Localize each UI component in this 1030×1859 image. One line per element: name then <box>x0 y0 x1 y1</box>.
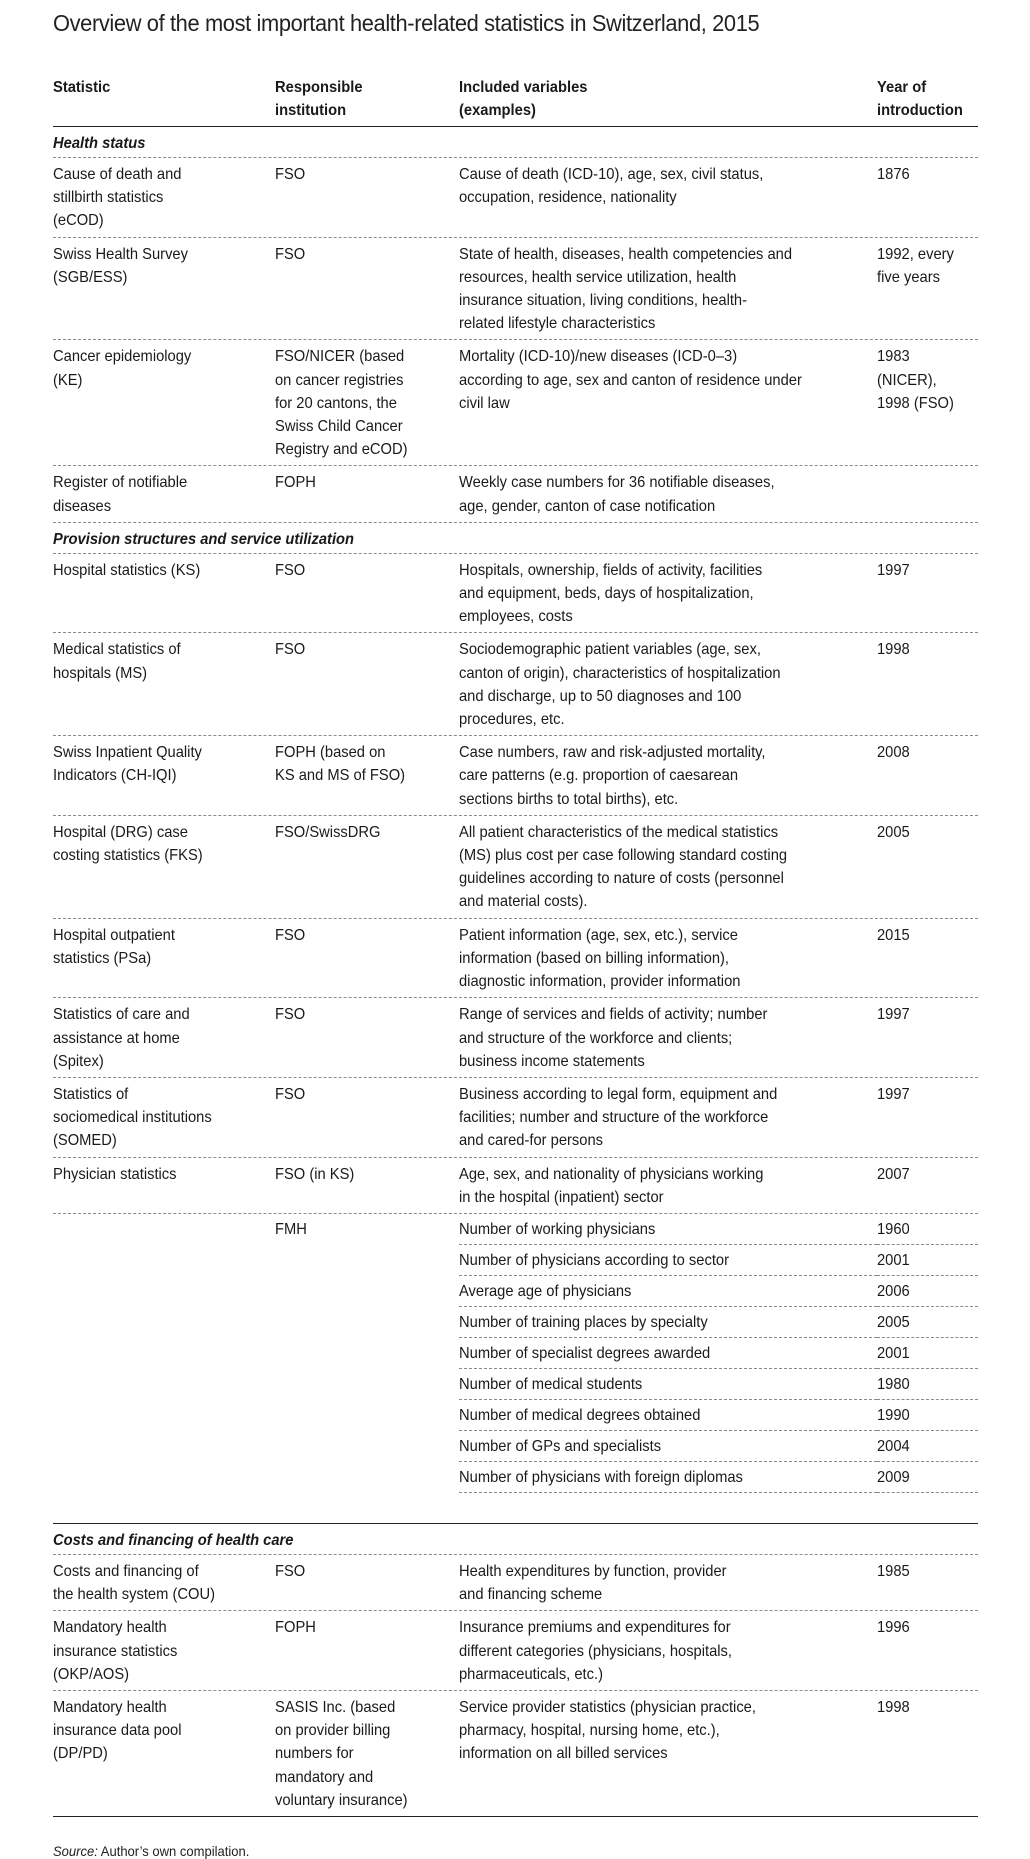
cell-year: 2001 <box>877 1245 978 1276</box>
cell-institution: FSO <box>275 561 306 579</box>
cell-institution: FOPH <box>275 1619 316 1637</box>
cell-variables: Age, sex, and nationality of physicians working in the hospital (inpatient) sector <box>459 1165 764 1206</box>
cell-year: 2015 <box>877 926 910 944</box>
cell-institution: FSO <box>275 1562 306 1580</box>
cell-institution: SASIS Inc. (based on provider billing numbers for mandatory and voluntary insurance) <box>275 1698 408 1809</box>
cell-year: 1997 <box>877 1006 910 1024</box>
cell-variables: Insurance premiums and expenditures for different categories (physicians, hospitals, pharmaceuticals, etc.) <box>459 1619 733 1683</box>
cell-statistic: Cause of death and stillbirth statistics (eCOD) <box>53 166 182 230</box>
cell-variables: Number of physicians according to sector <box>459 1245 877 1276</box>
cell-institution <box>275 1276 459 1307</box>
table-header <box>53 76 978 127</box>
cell-year: 1983 (NICER), 1998 (FSO) <box>877 348 954 412</box>
cell-statistic <box>53 1462 275 1493</box>
cell-statistic: Statistics of care and assistance at home (Spitex) <box>53 1006 190 1070</box>
cell-institution <box>275 1400 459 1431</box>
cell-variables: Hospitals, ownership, fields of activity, facilities and equipment, beds, days of hospitalization, employees, costs <box>459 561 763 626</box>
statistics-table <box>53 76 978 1817</box>
cell-statistic: Hospital statistics (KS) <box>53 561 201 579</box>
health-status-rows <box>53 158 978 523</box>
cell-institution: FSO <box>275 926 306 944</box>
table-row <box>53 1400 978 1431</box>
table-row <box>53 1078 978 1158</box>
cell-institution: FOPH <box>275 474 316 492</box>
table-row <box>53 1338 978 1369</box>
cell-institution <box>275 1307 459 1338</box>
cell-variables: Number of medical degrees obtained <box>459 1400 877 1431</box>
table-row <box>53 554 978 634</box>
table-row <box>53 238 978 341</box>
cell-year: 1997 <box>877 1085 910 1103</box>
table-row <box>53 1462 978 1493</box>
cell-statistic: Statistics of sociomedical institutions (SOMED) <box>53 1085 212 1150</box>
cell-statistic: Swiss Health Survey (SGB/ESS) <box>53 245 188 286</box>
table-row <box>53 919 978 999</box>
source-note: Source: Author’s own compilation. <box>53 1842 250 1859</box>
table-row <box>53 1276 978 1307</box>
cell-variables: Health expenditures by function, provider and financing scheme <box>459 1562 727 1604</box>
cell-statistic: Physician statistics <box>53 1165 177 1183</box>
table-row <box>53 466 978 522</box>
table-row <box>53 633 978 736</box>
cell-statistic <box>53 1338 275 1369</box>
cell-variables: Average age of physicians <box>459 1276 877 1307</box>
cell-variables: Number of working physicians <box>459 1214 877 1245</box>
cell-year: 1998 <box>877 1698 910 1716</box>
header-statistic: Statistic <box>53 79 111 96</box>
table-row <box>53 1307 978 1338</box>
cell-statistic <box>53 1276 275 1307</box>
cell-year: 1990 <box>877 1400 978 1431</box>
cell-year: 2001 <box>877 1338 978 1369</box>
cell-institution <box>275 1369 459 1400</box>
cell-variables: Patient information (age, sex, etc.), service information (based on billing information), diagnostic information, provider information <box>459 926 741 991</box>
cell-year: 2007 <box>877 1165 910 1183</box>
cell-variables: Business according to legal form, equipment and facilities; number and structure of the workforce and cared-for persons <box>459 1085 778 1150</box>
cell-institution: FSO <box>275 166 306 183</box>
cell-variables: All patient characteristics of the medical statistics (MS) plus cost per case following standard costing guidelines according to nature of costs (personnel and material costs). <box>459 823 788 911</box>
header-institution: Responsible institution <box>275 79 363 119</box>
table-row <box>53 1245 978 1276</box>
table-row <box>53 816 978 919</box>
header-variables: Included variables (examples) <box>459 79 588 119</box>
cell-variables: Number of physicians with foreign diplomas <box>459 1462 877 1493</box>
cell-statistic: Swiss Inpatient Quality Indicators (CH-IQI) <box>53 744 202 785</box>
section-costs: Costs and financing of health care <box>53 1524 978 1555</box>
table-row <box>53 736 978 816</box>
cell-variables: Number of training places by specialty <box>459 1307 877 1338</box>
cell-institution <box>275 1431 459 1462</box>
provision-rows <box>53 554 978 1214</box>
cell-institution <box>275 1462 459 1493</box>
cell-institution: FSO <box>275 1085 306 1103</box>
cell-variables: Cause of death (ICD-10), age, sex, civil status, occupation, residence, nationality <box>459 166 764 207</box>
page-title: Overview of the most important health-related statistics in Switzerland, 2015 <box>53 10 760 36</box>
cell-year: 1997 <box>877 561 910 579</box>
cell-statistic <box>53 1245 275 1276</box>
cell-year: 1980 <box>877 1369 978 1400</box>
cell-year: 2009 <box>877 1462 978 1493</box>
cell-statistic: Register of notifiable diseases <box>53 474 188 515</box>
cell-variables: Number of GPs and specialists <box>459 1431 877 1462</box>
section-divider <box>53 1493 978 1524</box>
table-row <box>53 340 978 466</box>
table-row <box>53 1369 978 1400</box>
cell-statistic <box>53 1214 275 1245</box>
cell-institution: FSO (in KS) <box>275 1165 355 1183</box>
table-row <box>53 1555 978 1611</box>
table-row <box>53 1611 978 1691</box>
cell-year: 1876 <box>877 166 910 183</box>
costs-rows <box>53 1555 978 1817</box>
cell-year: 1960 <box>877 1214 978 1245</box>
cell-statistic <box>53 1307 275 1338</box>
table-row <box>53 1214 978 1245</box>
cell-statistic: Hospital outpatient statistics (PSa) <box>53 926 175 967</box>
section-health-status: Health status <box>53 127 978 158</box>
section-provision: Provision structures and service utilization <box>53 523 978 554</box>
cell-statistic <box>53 1369 275 1400</box>
cell-year: 2008 <box>877 744 910 762</box>
cell-year: 2005 <box>877 823 910 841</box>
cell-institution: FSO <box>275 641 306 659</box>
table-row <box>53 998 978 1078</box>
cell-institution: FSO <box>275 1006 306 1024</box>
fmh-rows <box>53 1214 978 1493</box>
cell-statistic <box>53 1431 275 1462</box>
cell-year: 1996 <box>877 1619 910 1637</box>
cell-variables: Mortality (ICD-10)/new diseases (ICD-0–3) according to age, sex and canton of residence under civil law <box>459 348 802 412</box>
cell-statistic: Cancer epidemiology (KE) <box>53 348 192 389</box>
cell-variables: Range of services and fields of activity; number and structure of the workforce and clients; business income statements <box>459 1006 768 1070</box>
cell-variables: Number of medical students <box>459 1369 877 1400</box>
table-row <box>53 1158 978 1214</box>
cell-year: 2004 <box>877 1431 978 1462</box>
cell-variables: Sociodemographic patient variables (age, sex, canton of origin), characteristics of hospitalization and discharge, up to 50 diagnoses and 100 procedures, etc. <box>459 641 781 729</box>
table-row <box>53 1431 978 1462</box>
cell-year: 2006 <box>877 1276 978 1307</box>
cell-variables: Case numbers, raw and risk-adjusted mortality, care patterns (e.g. proportion of caesarean sections births to total births), etc. <box>459 744 766 808</box>
cell-institution <box>275 1338 459 1369</box>
table-row <box>53 158 978 238</box>
cell-variables: State of health, diseases, health competencies and resources, health service utilization, health insurance situation, living conditions, health- related lifestyle characteristics <box>459 245 793 333</box>
header-year: Year of introduction <box>877 79 963 119</box>
cell-institution: FSO <box>275 245 306 263</box>
cell-variables: Service provider statistics (physician practice, pharmacy, hospital, nursing home, etc.), information on all billed services <box>459 1698 756 1763</box>
cell-year: 2005 <box>877 1307 978 1338</box>
cell-variables: Weekly case numbers for 36 notifiable diseases, age, gender, canton of case notification <box>459 474 775 515</box>
cell-statistic: Mandatory health insurance data pool (DP/PD) <box>53 1698 182 1763</box>
cell-institution <box>275 1245 459 1276</box>
cell-institution: FOPH (based on KS and MS of FSO) <box>275 744 406 785</box>
cell-year: 1998 <box>877 641 910 659</box>
cell-statistic <box>53 1400 275 1431</box>
cell-year: 1992, every five years <box>877 245 954 286</box>
cell-year: 1985 <box>877 1562 910 1580</box>
cell-year <box>877 471 970 517</box>
cell-statistic: Hospital (DRG) case costing statistics (FKS) <box>53 823 203 865</box>
cell-variables: Number of specialist degrees awarded <box>459 1338 877 1369</box>
cell-institution: FSO/SwissDRG <box>275 823 381 841</box>
cell-institution: FMH <box>275 1220 307 1238</box>
cell-statistic: Medical statistics of hospitals (MS) <box>53 641 181 682</box>
table-row <box>53 1691 978 1816</box>
cell-statistic: Costs and financing of the health system (COU) <box>53 1562 215 1604</box>
cell-statistic: Mandatory health insurance statistics (OKP/AOS) <box>53 1619 178 1683</box>
cell-institution: FSO/NICER (based on cancer registries for 20 cantons, the Swiss Child Cancer Registry and eCOD) <box>275 348 408 459</box>
